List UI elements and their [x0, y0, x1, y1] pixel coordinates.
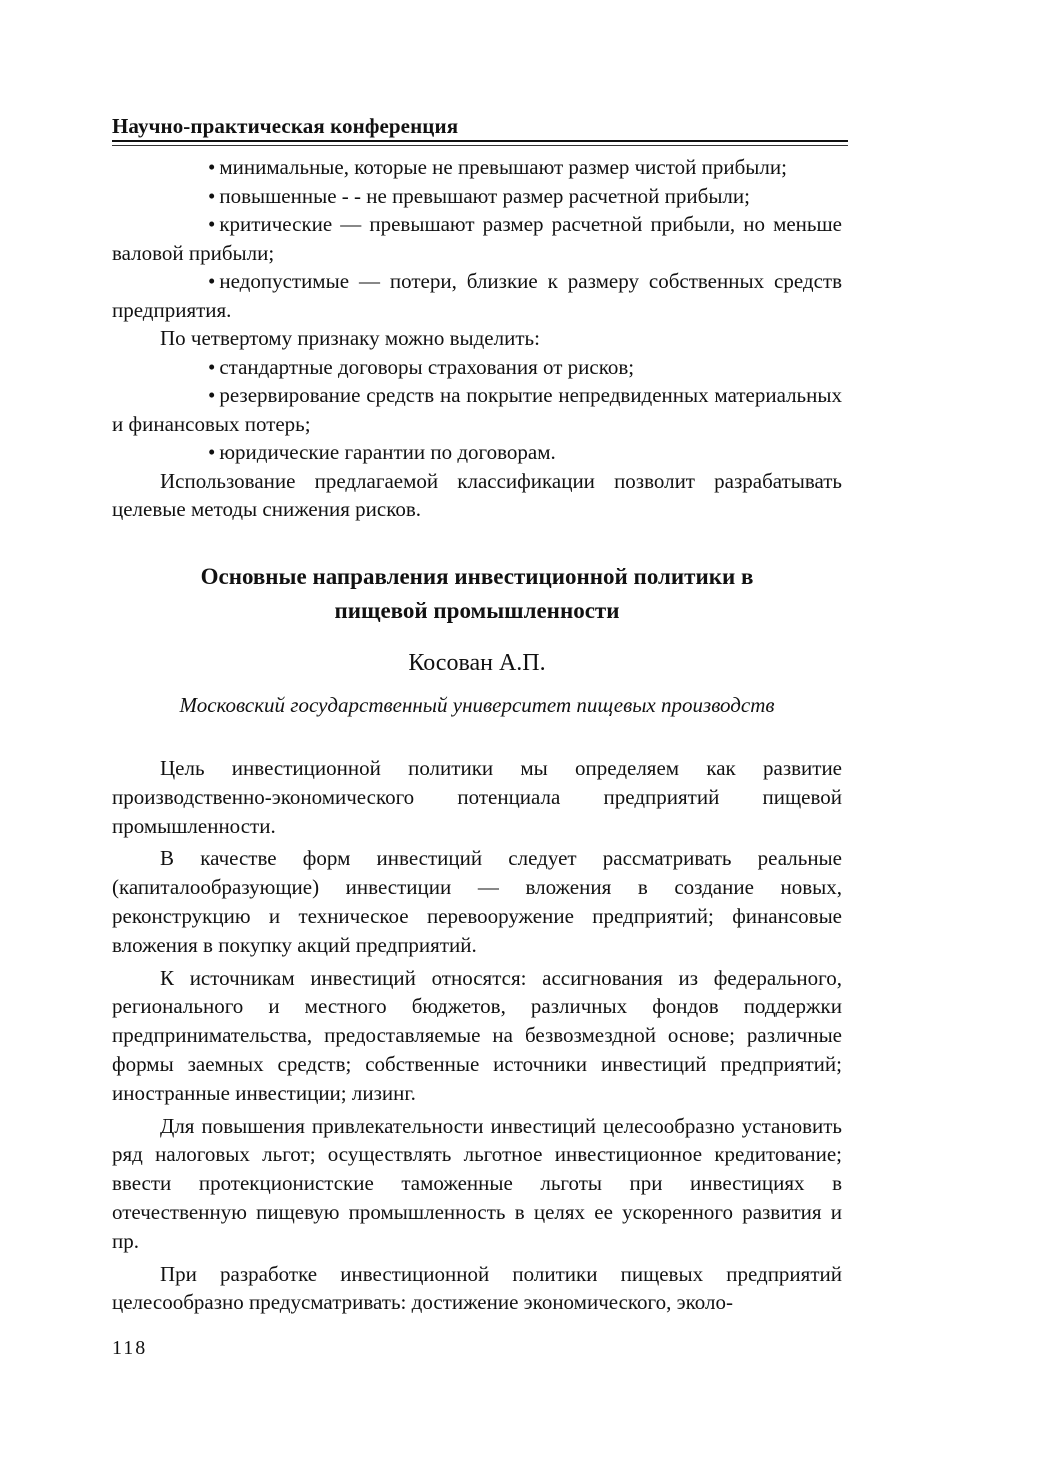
- article-title: [112, 560, 842, 628]
- previous-article-ending: [112, 153, 842, 524]
- list-item-text: резервирование средств на покрытие непредвиденных материальных и финансовых потерь;: [112, 383, 842, 436]
- list-item-text: повышенные - - не превышают размер расчетной прибыли;: [219, 183, 750, 208]
- list-item-text: минимальные, которые не превышают размер чистой прибыли;: [219, 155, 787, 179]
- paragraph-text: По четвертому признаку можно выделить:: [160, 326, 540, 350]
- bullet-icon: •: [208, 383, 216, 407]
- paragraph: [112, 324, 842, 353]
- bullet-icon: •: [208, 183, 216, 208]
- list-item: [112, 267, 842, 324]
- paragraph: При разработке инвестиционной политики пищевых предприятий целесообразно предусматривать: достижение экономического, эколо-: [112, 1261, 842, 1315]
- bullet-icon: •: [208, 354, 216, 379]
- list-item: [112, 438, 842, 467]
- header-rule-thin: [112, 145, 848, 146]
- bullet-icon: •: [208, 155, 216, 179]
- list-item: [112, 182, 842, 211]
- article-title-line: Основные направления инвестиционной политики в: [200, 564, 754, 589]
- list-item: [112, 381, 842, 438]
- list-item-text: стандартные договоры страхования от рисков;: [219, 354, 635, 379]
- article-author: Косован А.П.: [408, 650, 546, 676]
- list-item-text: юридические гарантии по договорам.: [219, 440, 556, 464]
- article-body: [112, 754, 842, 1317]
- article-title-line: пищевой промышленности: [334, 598, 620, 623]
- list-item-text: критические — превышают размер расчетной прибыли, но меньше валовой прибыли;: [112, 212, 842, 265]
- article-affiliation: Московский государственный университет пищевых производств: [179, 693, 775, 717]
- bullet-icon: •: [208, 212, 216, 236]
- list-item: [112, 153, 842, 182]
- running-header: [112, 112, 848, 152]
- list-item: [112, 210, 842, 267]
- header-rule: [112, 140, 848, 142]
- paragraph: К источникам инвестиций относятся: ассигнования из федерального, регионального и местного бюджетов, различных фондов поддержки предпринимательства, предоставляемые на безвозмездной основе; различные формы заемных средств; собственные источники инвестиций предприятий; иностранные инвестиции; лизинг.: [112, 965, 842, 1105]
- bullet-icon: •: [208, 440, 216, 464]
- list-item: [112, 353, 842, 382]
- paragraph-text: Использование предлагаемой классификации позволит разрабатывать целевые методы снижения рисков.: [112, 468, 842, 521]
- list-item-text: недопустимые — потери, близкие к размеру собственных средств предприятия.: [112, 269, 842, 322]
- bullet-icon: •: [208, 269, 216, 293]
- paragraph: Цель инвестиционной политики мы определяем как развитие производственно-экономического потенциала предприятий пищевой промышленности.: [112, 756, 842, 838]
- running-header-title: Научно-практическая конференция: [112, 114, 459, 138]
- page-number: 118: [112, 1337, 148, 1359]
- paragraph: [112, 467, 842, 524]
- paragraph: В качестве форм инвестиций следует рассматривать реальные (капиталообразующие) инвестиции — вложения в создание новых, реконструкцию и техническое перевооружение предприятий; финансовые вложения в покупку акций предприятий.: [112, 846, 842, 957]
- paragraph: Для повышения привлекательности инвестиций целесообразно установить ряд налоговых льгот; осуществлять льготное инвестиционное кредитование; ввести протекционистские таможенные льготы при инвестициях в отечественную пищевую промышленность в целях ее ускоренного развития и пр.: [112, 1113, 842, 1253]
